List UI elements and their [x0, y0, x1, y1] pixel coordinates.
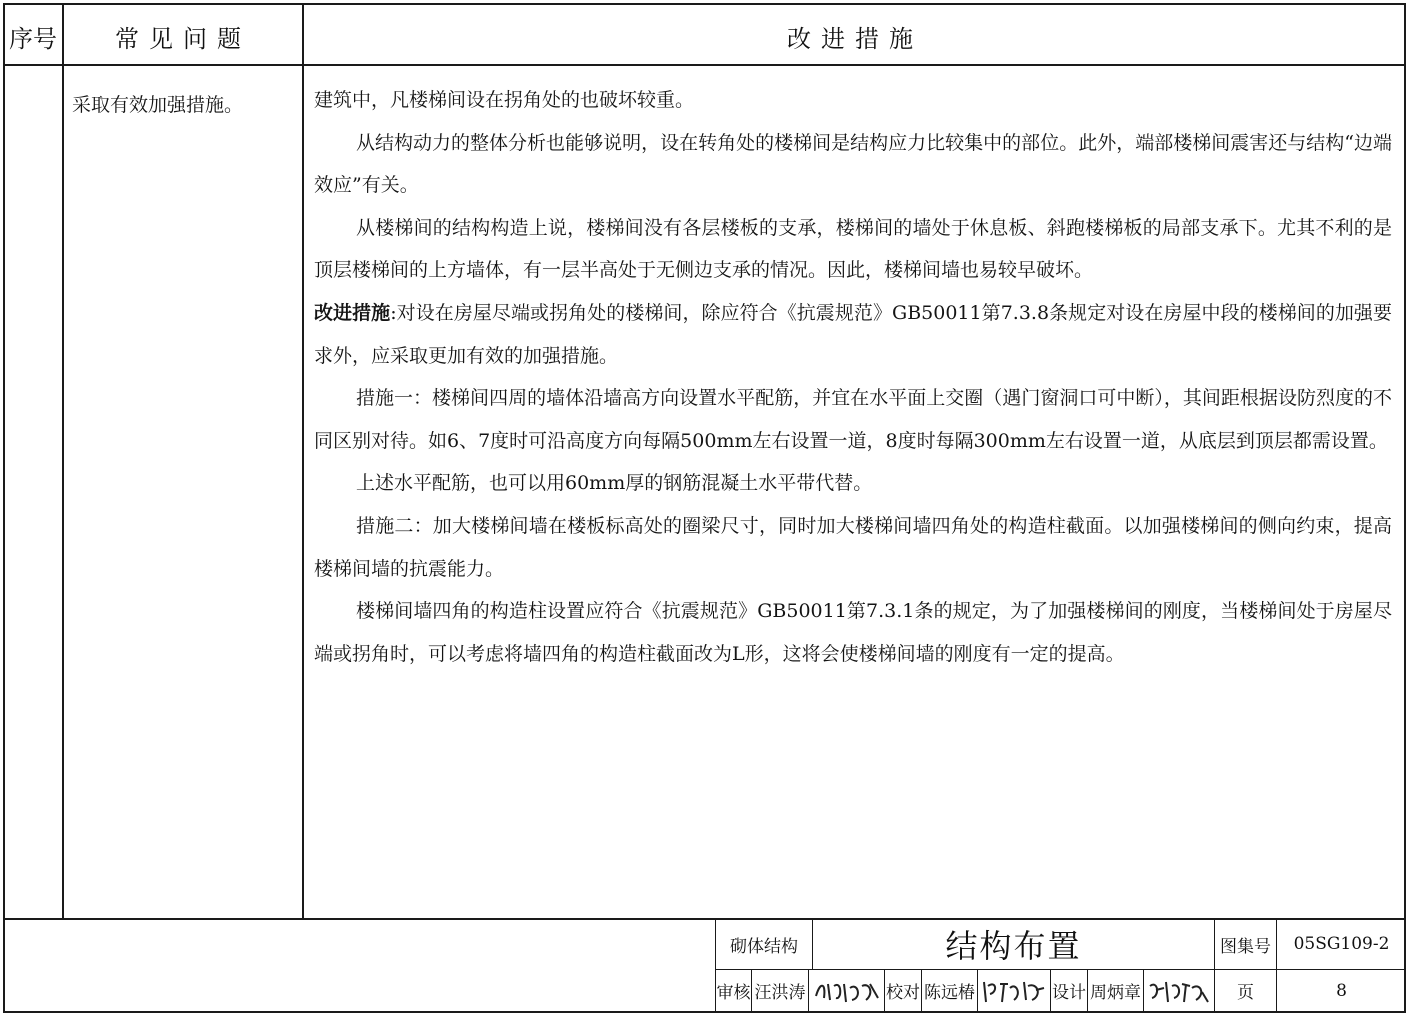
tb-designer-name: 周炳章	[1090, 983, 1141, 1003]
paragraph-5: 措施一：楼梯间四周的墙体沿墙高方向设置水平配筋，并宜在水平面上交圈（遇门窗洞口可中断），其间距根据设防烈度的不同区别对待。如6、7度时可沿高度方向每隔500mm左右设置一道，8度时每隔300mm左右设置一道，从底层到顶层都需设置。	[314, 387, 1392, 452]
signature-scribble	[980, 976, 1048, 1006]
paragraph-2: 从结构动力的整体分析也能够说明，设在转角处的楼梯间是结构应力比较集中的部位。此外，端部楼梯间震害还与结构“边端效应”有关。	[314, 131, 1392, 197]
header-divider	[3, 64, 1406, 66]
tb-designer-signature	[1144, 970, 1214, 1011]
tb-category: 砌体结构	[730, 936, 798, 957]
col-divider-1	[62, 3, 64, 919]
tb-checker-signature	[978, 970, 1050, 1011]
header-improvement-measures: 改进措施	[787, 24, 923, 53]
paragraph-6: 上述水平配筋，也可以用60mm厚的钢筋混凝土水平带代替。	[356, 472, 873, 495]
header-serial-number: 序号	[9, 24, 57, 53]
paragraph-3: 从楼梯间的结构构造上说，楼梯间没有各层楼板的支承，楼梯间的墙处于休息板、斜跑楼梯板的局部支承下。尤其不利的是顶层楼梯间的上方墙体，有一层半高处于无侧边支承的情况。因此，楼梯间墙也易较早破坏。	[314, 216, 1392, 282]
signature-scribble	[1146, 976, 1212, 1006]
improvement-label: 改进措施	[314, 301, 391, 324]
paragraph-4	[314, 292, 1392, 377]
measures-content	[314, 79, 1392, 675]
tb-atlas-label: 图集号	[1220, 936, 1271, 957]
paragraph-1: 建筑中，凡楼梯间设在拐角处的也破坏较重。	[314, 89, 695, 111]
tb-reviewer-name: 汪洪涛	[754, 983, 806, 1003]
signature-scribble	[812, 976, 882, 1006]
tb-atlas-number: 05SG109-2	[1293, 934, 1390, 954]
tb-reviewer-signature	[809, 970, 884, 1011]
tb-design-label: 设计	[1052, 983, 1086, 1003]
problem-text: 采取有效加强措施。	[72, 94, 244, 116]
tb-title: 结构布置	[945, 927, 1082, 965]
tb-page-number: 8	[1336, 980, 1347, 1001]
header-common-problems: 常见问题	[115, 24, 251, 53]
paragraph-7: 措施二：加大楼梯间墙在楼板标高处的圈梁尺寸，同时加大楼梯间墙四角处的构造柱截面。以加强楼梯间的侧向约束，提高楼梯间墙的抗震能力。	[314, 514, 1392, 580]
col-divider-2	[302, 3, 304, 919]
tb-page-label: 页	[1237, 983, 1254, 1003]
tb-check-label: 校对	[886, 983, 920, 1003]
tb-review-label: 审核	[716, 983, 751, 1003]
tb-checker-name: 陈远椿	[924, 983, 975, 1003]
improvement-text: :对设在房屋尽端或拐角处的楼梯间，除应符合《抗震规范》GB50011第7.3.8条规定对设在房屋中段的楼梯间的加强要求外，应采取更加有效的加强措施。	[314, 301, 1392, 367]
paragraph-8: 楼梯间墙四角的构造柱设置应符合《抗震规范》GB50011第7.3.1条的规定，为了加强楼梯间的刚度，当楼梯间处于房屋尽端或拐角时，可以考虑将墙四角的构造柱截面改为L形，这将会使楼梯间墙的刚度有一定的提高。	[314, 600, 1392, 665]
